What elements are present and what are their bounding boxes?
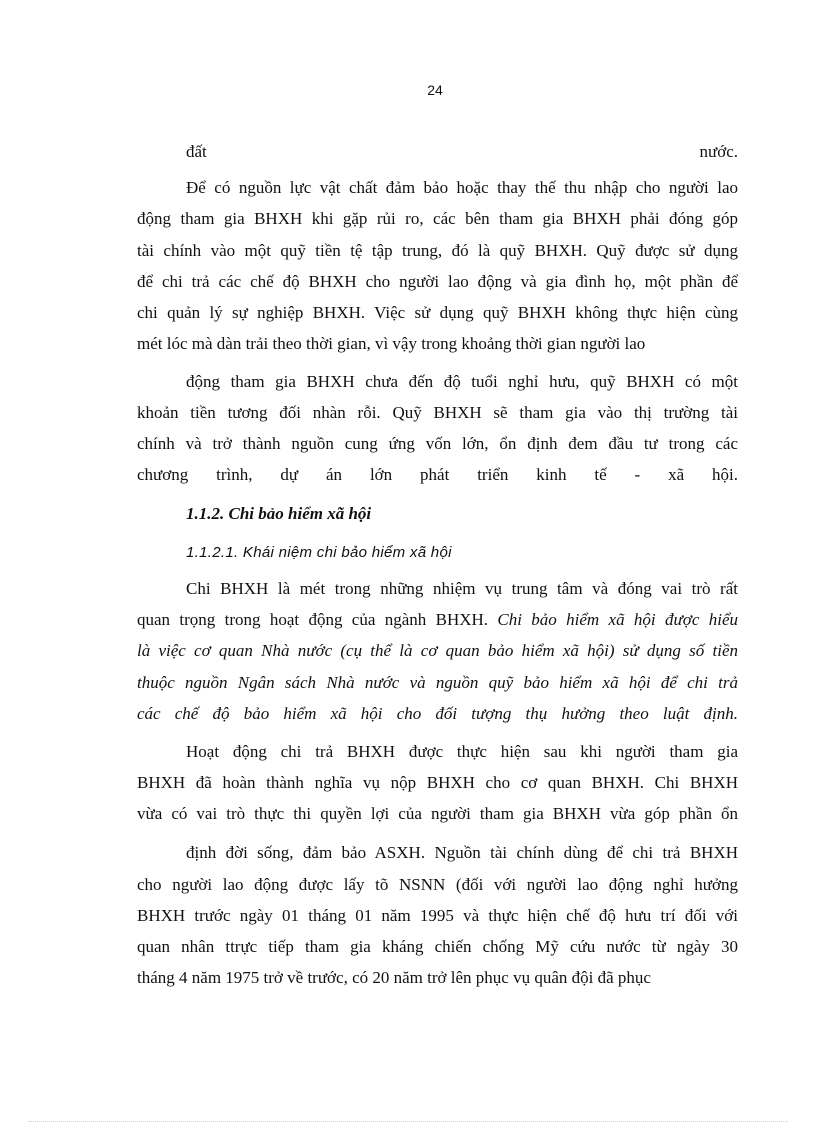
text-line: BHXH trước ngày 01 tháng 01 năm 1995 và thực hiện chế độ hưu trí đối với [137,906,738,925]
text-line: BHXH đã hoàn thành nghĩa vụ nộp BHXH cho cơ quan BHXH. Chi BHXH [137,773,738,792]
text-line: động tham gia BHXH chưa đến độ tuổi nghỉ hưu, quỹ BHXH có một [186,372,738,391]
page-bottom-rule [28,1121,788,1122]
text-line: để chi trả các chế độ BHXH cho người lao động và gia đình họ, một phần để [137,272,738,291]
section-heading: 1.1.2. Chi bảo hiểm xã hội [186,504,372,523]
text-line: Hoạt động chi trả BHXH được thực hiện sau khi người tham gia [186,742,738,761]
text-line: Để có nguồn lực vật chất đảm bảo hoặc thay thế thu nhập cho người lao [186,178,738,197]
text-line: chương trình, dự án lớn phát triển kinh tế - xã hội. [137,465,738,484]
text-line: định đời sống, đảm bảo ASXH. Nguồn tài chính dùng để chi trả BHXH [186,843,738,862]
definition-line: thuộc nguồn Ngân sách Nhà nước và nguồn quỹ bảo hiểm xã hội để chi trả [137,673,738,692]
definition-line: các chế độ bảo hiểm xã hội cho đối tượng thụ hưởng theo luật định. [137,704,738,723]
text-line: mét lóc mà dàn trải theo thời gian, vì vậy trong khoảng thời gian người lao [137,334,646,353]
text-line: khoản tiền tương đối nhàn rỗi. Quỹ BHXH sẽ tham gia vào thị trường tài [137,403,738,422]
text-line: Chi BHXH là mét trong những nhiệm vụ trung tâm và đóng vai trò rất [186,579,738,598]
text-line: vừa có vai trò thực thi quyền lợi của người tham gia BHXH vừa góp phần ổn [137,804,738,823]
text-line: quan nhân ttrực tiếp tham gia kháng chiến chống Mỹ cứu nước từ ngày 30 [137,937,738,956]
text-line: động tham gia BHXH khi gặp rủi ro, các bên tham gia BHXH phải đóng góp [137,209,738,228]
subsection-heading: 1.1.2.1. Khái niệm chi bảo hiểm xã hội [186,544,452,561]
text-line: tháng 4 năm 1975 trở về trước, có 20 năm trở lên phục vụ quân đội đã phục [137,968,651,987]
text-line: đất nước. [186,142,738,161]
text-line: chính và trở thành nguồn cung ứng vốn lớn, ổn định đem đầu tư trong các [137,434,738,453]
definition-line: là việc cơ quan Nhà nước (cụ thể là cơ quan bảo hiểm xã hội) sử dụng số tiền [137,641,738,660]
definition-span: Chi bảo hiểm xã hội được hiểu [497,610,738,629]
text-span: quan trọng trong hoạt động của ngành BHXH. [137,610,498,629]
text-line [137,609,738,631]
text-line: tài chính vào một quỹ tiền tệ tập trung, đó là quỹ BHXH. Quỹ được sử dụng [137,241,738,260]
text-line: chi quản lý sự nghiệp BHXH. Việc sử dụng quỹ BHXH không thực hiện cùng [137,303,738,322]
page-number: 24 [427,82,443,98]
text-line: cho người lao động được lấy tõ NSNN (đối với người lao động nghỉ hưởng [137,875,738,894]
